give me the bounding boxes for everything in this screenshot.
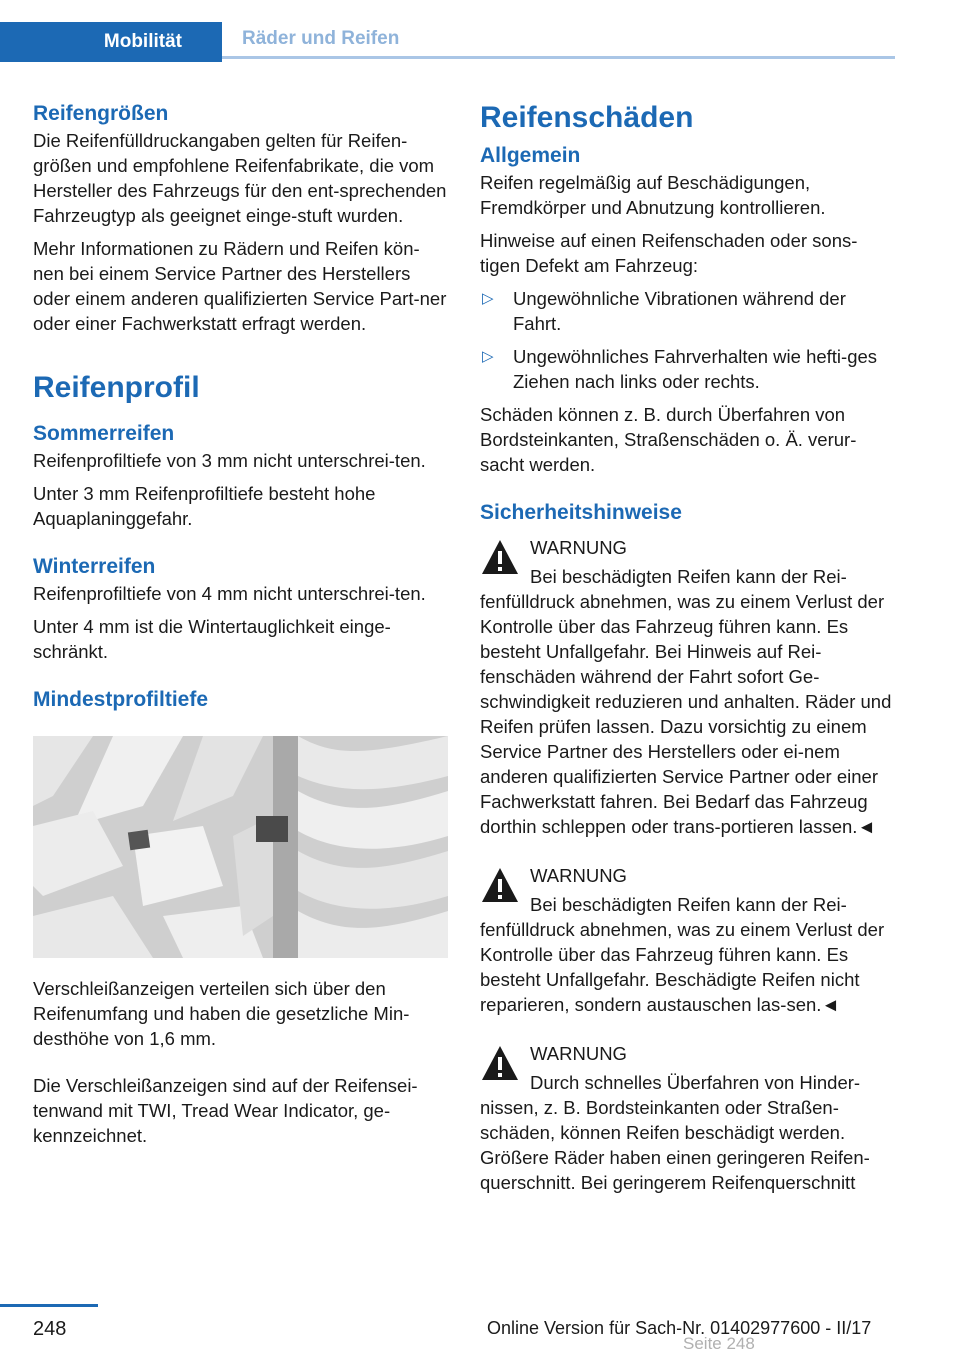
warning-box bbox=[480, 1041, 896, 1195]
header-bar bbox=[0, 22, 895, 62]
watermark: Seite 248 bbox=[683, 1334, 755, 1353]
section-title-sicherheitshinweise: Sicherheitshinweise bbox=[480, 501, 682, 524]
warning-title: WARNUNG bbox=[530, 537, 627, 558]
bullet-list bbox=[480, 286, 896, 394]
right-column bbox=[480, 100, 896, 1205]
paragraph: Reifenprofiltiefe von 4 mm nicht unterschrei-ten. bbox=[33, 583, 426, 604]
section-title-mindestprofiltiefe: Mindestprofiltiefe bbox=[33, 688, 209, 711]
list-item bbox=[480, 344, 896, 394]
list-item-text: Ungewöhnliche Vibrationen während der Fahrt. bbox=[513, 288, 846, 334]
warning-triangle-icon bbox=[480, 1043, 520, 1083]
paragraph: Die Verschleißanzeigen sind auf der Reifensei-tenwand mit TWI, Tread Wear Indicator, ge-kennzeichnet. bbox=[33, 1075, 418, 1146]
paragraph: Reifenprofiltiefe von 3 mm nicht unterschrei-ten. bbox=[33, 450, 426, 471]
tire-tread-photo bbox=[33, 736, 448, 958]
paragraph: Hinweise auf einen Reifenschaden oder sons-tigen Defekt am Fahrzeug: bbox=[480, 230, 858, 276]
warning-text: Bei beschädigten Reifen kann der Rei-fenfülldruck abnehmen, was zu einem Verlust der Kontrolle über das Fahrzeug führen kann. Es besteht Unfallgefahr. Bei Hinweis auf Rei-fenschäden während der Fahrt sofort Ge-schwindigkeit reduzieren und anhalten. Räder und Reifen prüfen lassen. Dazu vorsichtig zu einem Service Partner des Herstellers oder ei-nem anderen qualifizierten Service Partner oder einer Fachwerkstatt fahren. Bei Bedarf das Fahrzeug dorthin schleppen oder trans-portieren lassen.◄ bbox=[480, 566, 892, 837]
tab-mobilitaet[interactable]: Mobilität bbox=[0, 22, 222, 62]
list-item-text: Ungewöhnliches Fahrverhalten wie hefti-ges Ziehen nach links oder rechts. bbox=[513, 346, 878, 392]
section-title-reifengroessen: Reifengrößen bbox=[33, 102, 169, 125]
warning-text: Bei beschädigten Reifen kann der Rei-fenfülldruck abnehmen, was zu einem Verlust der Kontrolle über das Fahrzeug führen kann. Es besteht Unfallgefahr. Beschädigte Reifen nicht reparieren, sondern austauschen las-sen.◄ bbox=[480, 894, 885, 1015]
chapter-title-reifenprofil: Reifenprofil bbox=[33, 371, 200, 404]
chapter-title-reifenschaeden: Reifenschäden bbox=[480, 101, 694, 134]
warning-box bbox=[480, 863, 896, 1017]
paragraph: Verschleißanzeigen verteilen sich über den Reifenumfang und haben die gesetzliche Min-desthöhe von 1,6 mm. bbox=[33, 978, 410, 1049]
paragraph: Mehr Informationen zu Rädern und Reifen kön-nen bei einem Service Partner des Herstellers oder einem anderen qualifizierten Service Part-ner oder einer Fachwerkstatt erfragt werden. bbox=[33, 238, 447, 334]
paragraph: Unter 3 mm Reifenprofiltiefe besteht hohe Aquaplaninggefahr. bbox=[33, 483, 376, 529]
online-version-footer: Online Version für Sach-Nr. 01402977600 - II/17 bbox=[487, 1318, 872, 1338]
warning-title: WARNUNG bbox=[530, 865, 627, 886]
warning-triangle-icon bbox=[480, 537, 520, 577]
page-number: 248 bbox=[33, 1318, 67, 1340]
warning-title: WARNUNG bbox=[530, 1043, 627, 1064]
paragraph: Unter 4 mm ist die Wintertauglichkeit einge-schränkt. bbox=[33, 616, 391, 662]
warning-text: Durch schnelles Überfahren von Hinder-nissen, z. B. Bordsteinkanten oder Straßen-schäden, können Reifen beschädigt werden. Größere Räder haben einen geringeren Reifen-querschnitt. Bei geringerem Reifenquerschnitt bbox=[480, 1072, 870, 1193]
warning-triangle-icon bbox=[480, 865, 520, 905]
section-title-sommerreifen: Sommerreifen bbox=[33, 422, 175, 445]
warning-box bbox=[480, 535, 896, 839]
left-column bbox=[33, 100, 449, 1156]
paragraph: Die Reifenfülldruckangaben gelten für Reifen-größen und empfohlene Reifenfabrikate, die vom Hersteller des Fahrzeugs für den ent-sprechenden Fahrzeugtyp als geeignet einge-stuft wurden. bbox=[33, 130, 447, 226]
section-title-winterreifen: Winterreifen bbox=[33, 555, 156, 578]
tab-raeder-und-reifen[interactable]: Räder und Reifen bbox=[222, 22, 895, 59]
page-number-rule bbox=[0, 1304, 98, 1307]
section-title-allgemein: Allgemein bbox=[480, 144, 581, 167]
triangle-right-icon: ▷ bbox=[482, 348, 494, 365]
list-item bbox=[480, 286, 896, 336]
paragraph: Schäden können z. B. durch Überfahren von Bordsteinkanten, Straßenschäden o. Ä. verur-sacht werden. bbox=[480, 404, 857, 475]
paragraph: Reifen regelmäßig auf Beschädigungen, Fremdkörper und Abnutzung kontrollieren. bbox=[480, 172, 826, 218]
triangle-right-icon: ▷ bbox=[482, 290, 494, 307]
